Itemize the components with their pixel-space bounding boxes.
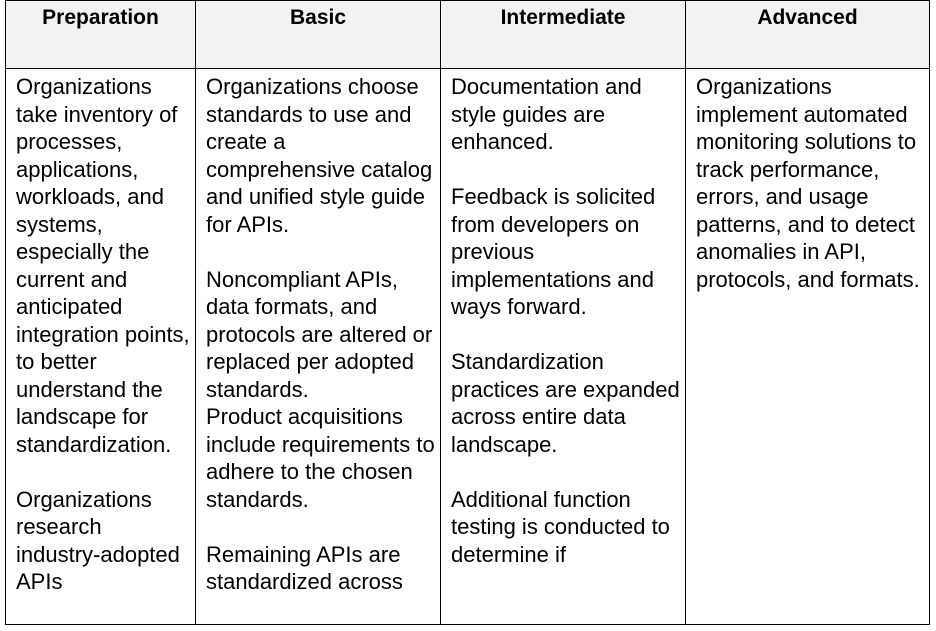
preparation-paragraph: Organizations research industry-adopted APIs: [16, 486, 180, 594]
advanced-paragraph: Organizations implement automated monitoring solutions to track performance, errors, and usage patterns, and to detect anomalies in API, protocols, and formats.: [696, 74, 920, 292]
header-basic: Basic: [196, 1, 441, 69]
preparation-cell: [6, 69, 196, 625]
preparation-paragraph: Organizations take inventory of processes, applications, workloads, and systems, especially the current and anticipated integration points, to better understand the landscape for standardization.: [16, 74, 190, 457]
body-row: [6, 69, 930, 625]
basic-cell: [196, 69, 441, 625]
header-intermediate: Intermediate: [441, 1, 686, 69]
header-row: [6, 1, 930, 69]
intermediate-cell: [441, 69, 686, 625]
intermediate-paragraph: Additional function testing is conducted to determine if: [451, 486, 670, 567]
basic-paragraph: Remaining APIs are standardized across: [206, 541, 403, 594]
intermediate-paragraph: Feedback is solicited from developers on previous implementations and ways forward.: [451, 184, 656, 319]
header-advanced: Advanced: [686, 1, 930, 69]
basic-paragraph: Noncompliant APIs, data formats, and protocols are altered or replaced per adopted standards.: [206, 266, 433, 402]
advanced-cell: [686, 69, 930, 625]
maturity-table: [5, 0, 930, 625]
intermediate-paragraph: Documentation and style guides are enhanced.: [451, 74, 642, 154]
header-preparation: Preparation: [6, 1, 196, 69]
intermediate-paragraph: Standardization practices are expanded across entire data landscape.: [451, 349, 680, 457]
basic-paragraph: Organizations choose standards to use and create a comprehensive catalog and unified style guide for APIs.: [206, 74, 433, 237]
basic-paragraph: Product acquisitions include requirements to adhere to the chosen standards.: [206, 404, 435, 512]
